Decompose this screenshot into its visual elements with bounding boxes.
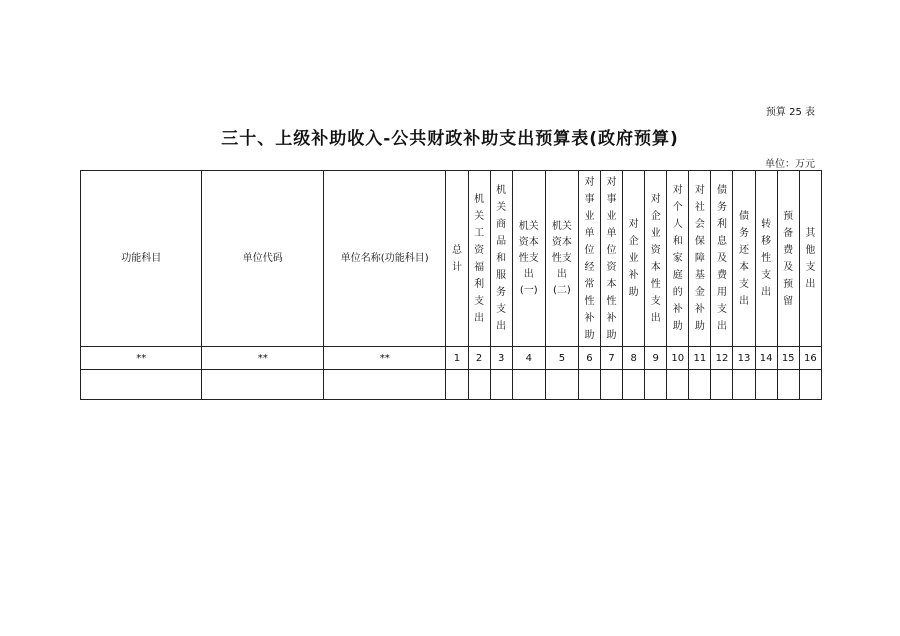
index-cell: 4 bbox=[512, 347, 545, 370]
index-cell: 16 bbox=[799, 347, 821, 370]
header-cell: 总计 bbox=[446, 171, 468, 347]
index-row bbox=[81, 347, 822, 370]
index-cell: 3 bbox=[490, 347, 512, 370]
data-cell bbox=[446, 370, 468, 400]
data-cell bbox=[578, 370, 600, 400]
index-cell: 12 bbox=[711, 347, 733, 370]
header-cell: 对企业补助 bbox=[623, 171, 645, 347]
page-title: 三十、上级补助收入-公共财政补助支出预算表(政府预算) bbox=[221, 129, 679, 149]
data-cell bbox=[689, 370, 711, 400]
data-cell bbox=[711, 370, 733, 400]
header-cell: 其他支出 bbox=[799, 171, 821, 347]
unit-label: 单位：万元 bbox=[765, 159, 815, 170]
index-cell: 10 bbox=[667, 347, 689, 370]
data-cell bbox=[490, 370, 512, 400]
index-cell: 6 bbox=[578, 347, 600, 370]
data-cell bbox=[645, 370, 667, 400]
data-cell bbox=[667, 370, 689, 400]
header-cell: 单位名称(功能科目) bbox=[323, 171, 445, 347]
data-cell bbox=[512, 370, 545, 400]
budget-table bbox=[80, 170, 822, 400]
index-cell: ** bbox=[81, 347, 202, 370]
header-cell: 机关资本性支出(一) bbox=[512, 171, 545, 347]
header-cell: 对社会保障基金补助 bbox=[689, 171, 711, 347]
data-cell bbox=[81, 370, 202, 400]
index-cell: 13 bbox=[733, 347, 755, 370]
index-cell: 7 bbox=[601, 347, 623, 370]
index-cell: 2 bbox=[468, 347, 490, 370]
data-cell bbox=[323, 370, 445, 400]
data-cell bbox=[202, 370, 323, 400]
index-cell: ** bbox=[323, 347, 445, 370]
data-cell bbox=[777, 370, 799, 400]
header-cell: 对事业单位资本性补助 bbox=[601, 171, 623, 347]
data-row bbox=[81, 370, 822, 400]
data-cell bbox=[799, 370, 821, 400]
data-cell bbox=[468, 370, 490, 400]
header-cell: 债务利息及费用支出 bbox=[711, 171, 733, 347]
index-cell: 14 bbox=[755, 347, 777, 370]
header-cell: 预备费及预留 bbox=[777, 171, 799, 347]
header-cell: 单位代码 bbox=[202, 171, 323, 347]
data-cell bbox=[623, 370, 645, 400]
index-cell: 11 bbox=[689, 347, 711, 370]
data-cell bbox=[755, 370, 777, 400]
index-cell: 15 bbox=[777, 347, 799, 370]
header-cell: 对个人和家庭的补助 bbox=[667, 171, 689, 347]
header-cell: 功能科目 bbox=[81, 171, 202, 347]
data-cell bbox=[545, 370, 578, 400]
header-cell: 机关工资福利支出 bbox=[468, 171, 490, 347]
header-cell: 转移性支出 bbox=[755, 171, 777, 347]
index-cell: 9 bbox=[645, 347, 667, 370]
header-cell: 对企业资本性支出 bbox=[645, 171, 667, 347]
header-row bbox=[81, 171, 822, 347]
index-cell: ** bbox=[202, 347, 323, 370]
index-cell: 8 bbox=[623, 347, 645, 370]
data-cell bbox=[601, 370, 623, 400]
index-cell: 1 bbox=[446, 347, 468, 370]
form-number: 预算 25 表 bbox=[765, 107, 815, 118]
data-cell bbox=[733, 370, 755, 400]
header-cell: 债务还本支出 bbox=[733, 171, 755, 347]
header-cell: 机关资本性支出(二) bbox=[545, 171, 578, 347]
header-cell: 对事业单位经常性补助 bbox=[578, 171, 600, 347]
header-cell: 机关商品和服务支出 bbox=[490, 171, 512, 347]
index-cell: 5 bbox=[545, 347, 578, 370]
